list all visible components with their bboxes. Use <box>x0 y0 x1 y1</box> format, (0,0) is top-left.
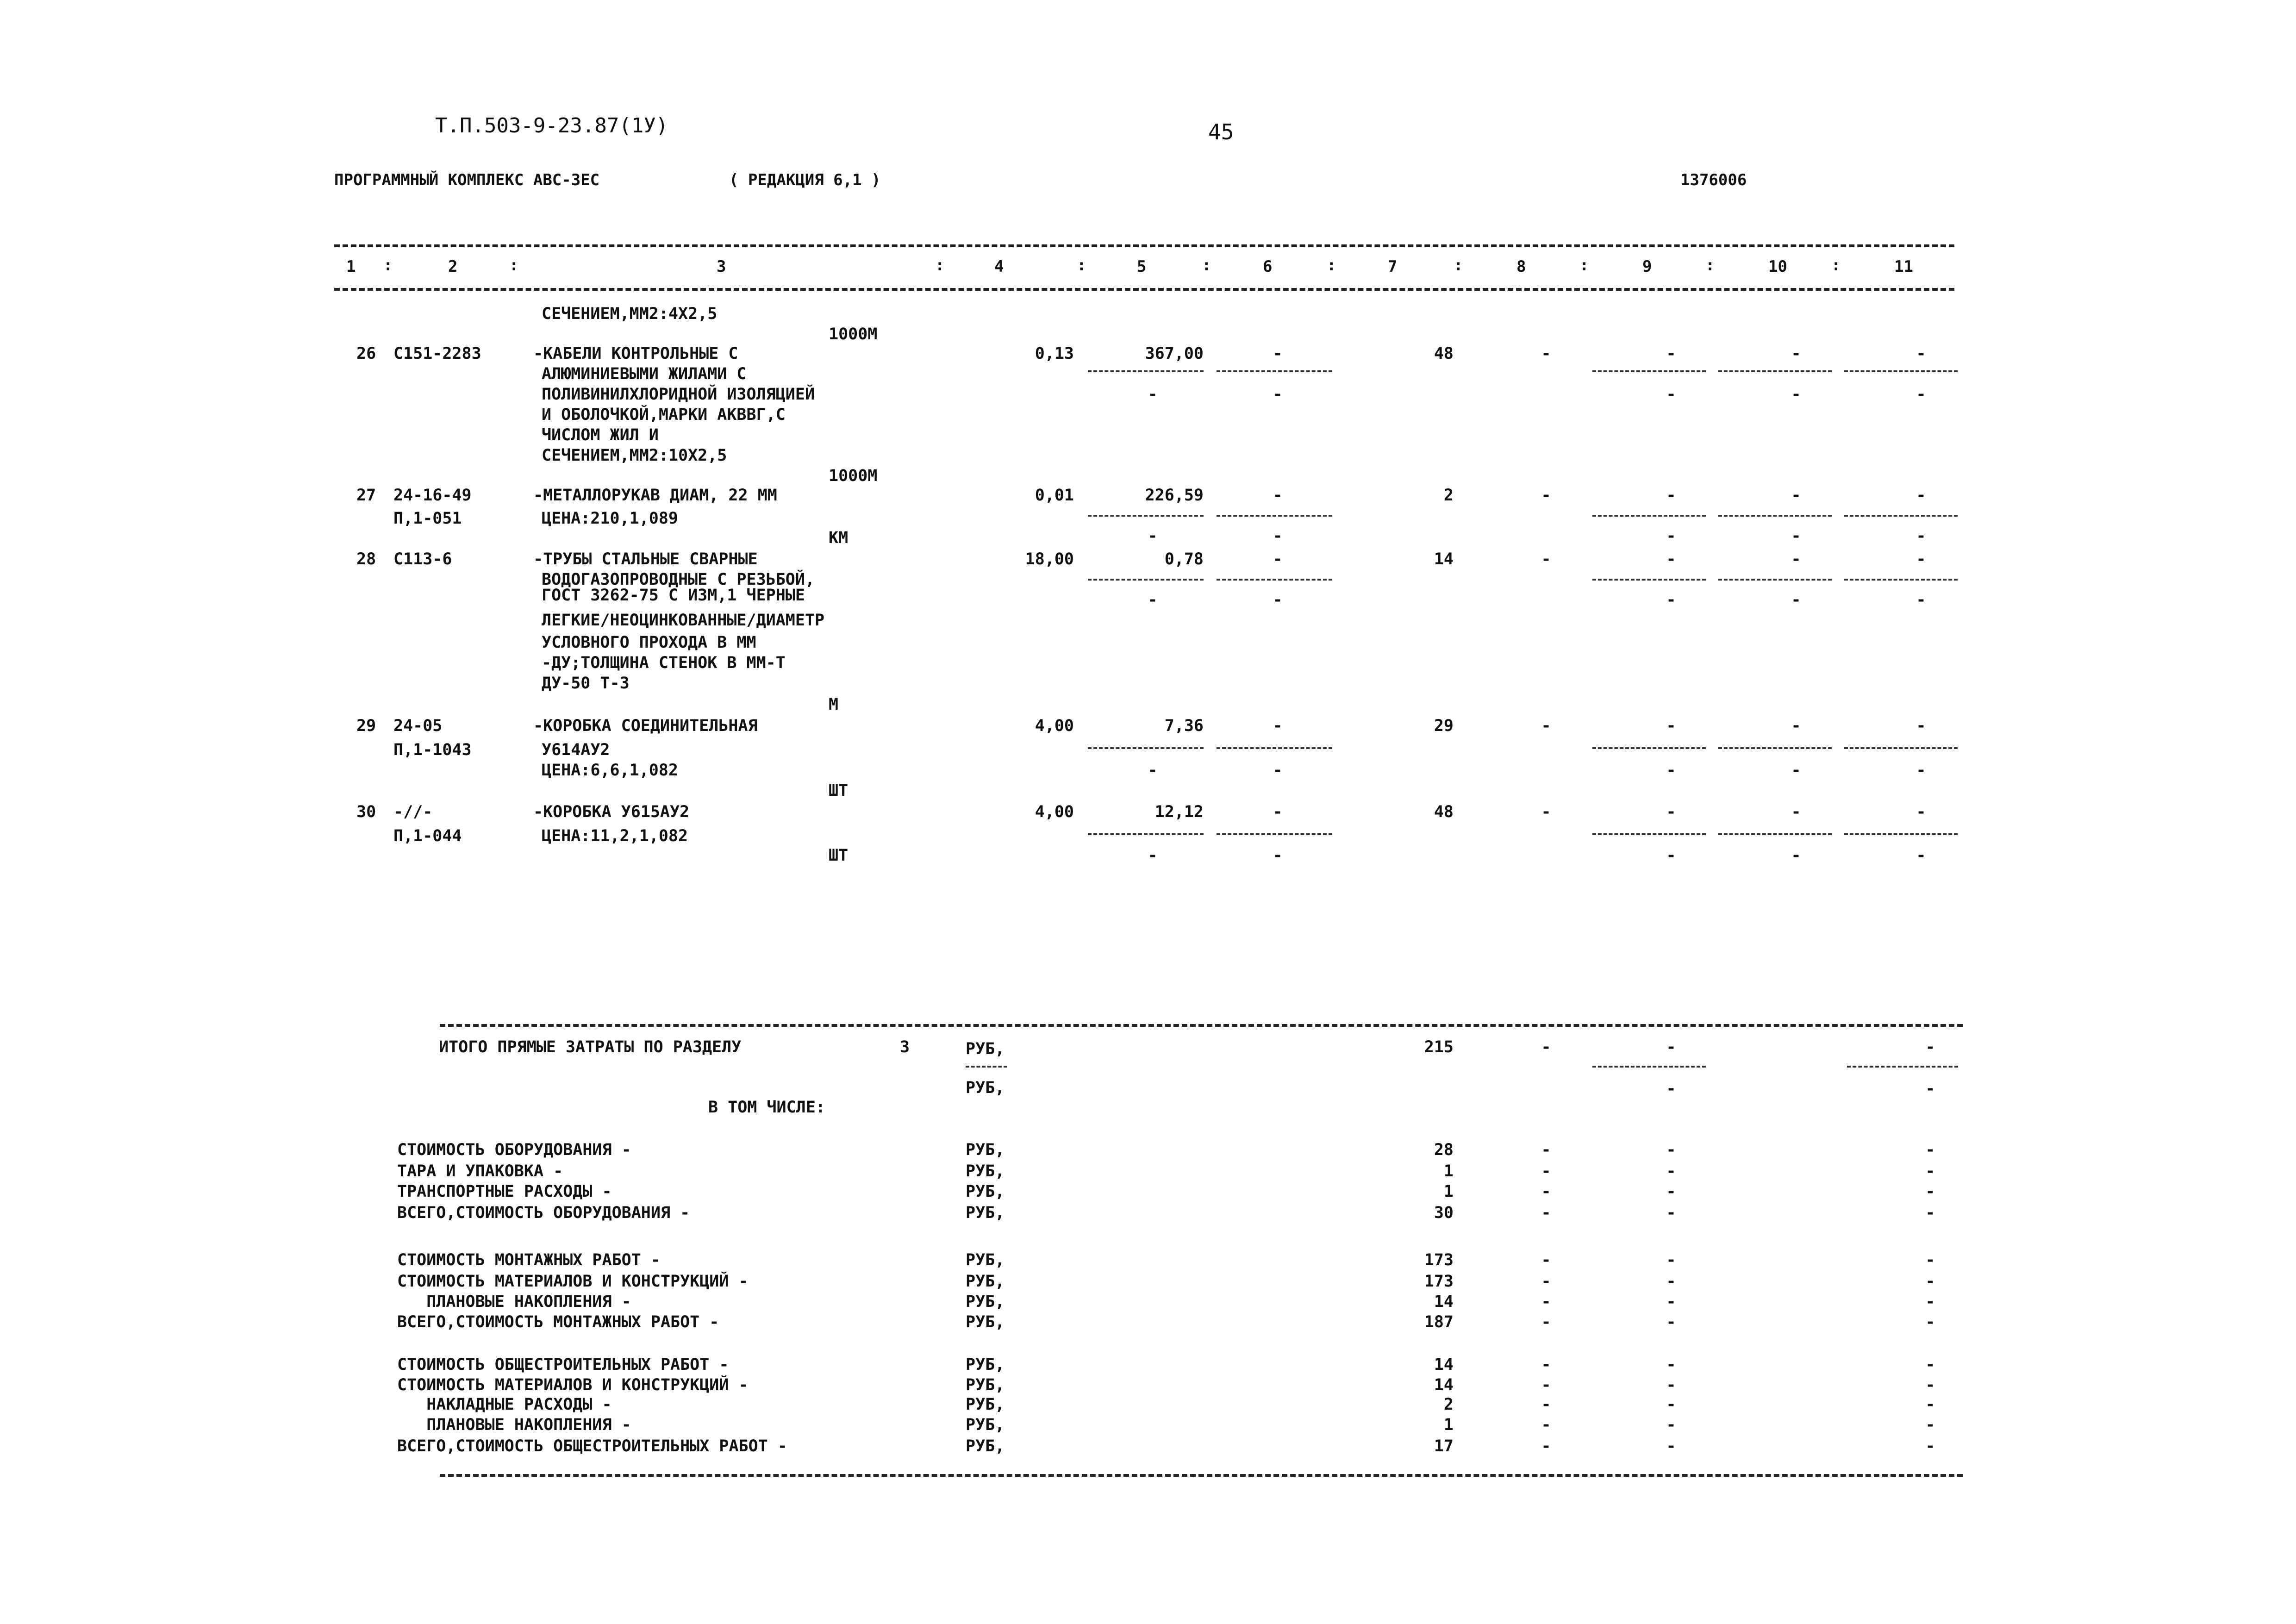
row-total: 29 <box>1434 717 1454 735</box>
summary-line-value: 14 <box>1434 1355 1454 1374</box>
col-sep: : <box>1454 256 1463 275</box>
summary-line-label: ВСЕГО,СТОИМОСТЬ ОБЩЕСТРОИТЕЛЬНЫХ РАБОТ - <box>397 1437 787 1455</box>
summary-line-c11: - <box>1925 1204 1935 1222</box>
row-c11: - <box>1916 344 1926 363</box>
summary-line-c9: - <box>1666 1293 1676 1311</box>
row-number: 27 <box>356 486 376 505</box>
row-c9: - <box>1666 486 1676 505</box>
row-sub6: - <box>1273 527 1283 545</box>
row-c8: - <box>1541 717 1551 735</box>
row-desc-line: -КОРОБКА СОЕДИНИТЕЛЬНАЯ <box>533 717 758 735</box>
row-code: 24-16-49 <box>393 486 472 505</box>
col-header-5: 5 <box>1137 257 1147 276</box>
subline <box>1718 747 1832 749</box>
summary-line-value: 2 <box>1443 1395 1454 1414</box>
col-header-10: 10 <box>1768 257 1787 276</box>
summary-line-value: 1 <box>1443 1182 1454 1201</box>
subline <box>1592 370 1706 372</box>
row-number: 30 <box>356 803 376 821</box>
summary-line-unit: РУБ, <box>966 1416 1005 1434</box>
row-c8: - <box>1541 486 1551 505</box>
summary-line-c8: - <box>1541 1272 1551 1291</box>
summary-line-c11: - <box>1925 1293 1935 1311</box>
subline <box>1217 579 1332 581</box>
row-c8: - <box>1541 803 1551 821</box>
row-c11: - <box>1916 803 1926 821</box>
row-desc-line: ЧИСЛОМ ЖИЛ И <box>542 426 659 444</box>
row-sub9: - <box>1666 591 1676 609</box>
row-desc-line: ЛЕГКИЕ/НЕОЦИНКОВАННЫЕ/ДИАМЕТР <box>542 611 825 630</box>
summary-bottom-rule <box>440 1474 1963 1477</box>
row-c9: - <box>1666 550 1676 568</box>
summary-line-value: 14 <box>1434 1293 1454 1311</box>
summary-line-c8: - <box>1541 1313 1551 1331</box>
summary-line-c8: - <box>1541 1182 1551 1201</box>
row-sub6: - <box>1273 591 1283 609</box>
row-sub9: - <box>1666 846 1676 865</box>
col-sep: : <box>383 256 393 275</box>
row-sub6: - <box>1273 385 1283 404</box>
subline <box>1088 579 1204 581</box>
summary-line-c11: - <box>1925 1162 1935 1181</box>
summary-line-label: ПЛАНОВЫЕ НАКОПЛЕНИЯ - <box>397 1293 631 1311</box>
summary-sub11: - <box>1925 1080 1935 1098</box>
row-desc-line: ДУ-50 Т-3 <box>542 674 630 693</box>
summary-line-c9: - <box>1666 1355 1676 1374</box>
subline <box>1592 515 1706 517</box>
row-sub9: - <box>1666 385 1676 404</box>
col-sep: : <box>1202 256 1211 275</box>
row-sub11: - <box>1916 385 1926 404</box>
row-desc-line: -КАБЕЛИ КОНТРОЛЬНЫЕ С <box>533 344 738 363</box>
row-desc-line: -ДУ;ТОЛЩИНА СТЕНОК В ММ-Т <box>542 654 786 672</box>
summary-line-c8: - <box>1541 1416 1551 1434</box>
summary-line-label: НАКЛАДНЫЕ РАСХОДЫ - <box>397 1395 612 1414</box>
row-code2: П,1-044 <box>393 827 462 845</box>
summary-line-unit: РУБ, <box>966 1376 1005 1394</box>
row-c6: - <box>1273 344 1283 363</box>
summary-line-label: СТОИМОСТЬ ОБЩЕСТРОИТЕЛЬНЫХ РАБОТ - <box>397 1355 729 1374</box>
row-desc-line: -ТРУБЫ СТАЛЬНЫЕ СВАРНЫЕ <box>533 550 758 568</box>
row-qty: 0,13 <box>1035 344 1074 363</box>
summary-line-value: 1 <box>1443 1416 1454 1434</box>
summary-line-c9: - <box>1666 1162 1676 1181</box>
col-sep: : <box>1579 256 1589 275</box>
row-total: 48 <box>1434 344 1454 363</box>
row-sub6: - <box>1273 761 1283 780</box>
summary-line-c9: - <box>1666 1141 1676 1159</box>
summary-line-label: СТОИМОСТЬ МАТЕРИАЛОВ И КОНСТРУКЦИЙ - <box>397 1376 749 1394</box>
col-header-11: 11 <box>1894 257 1913 276</box>
summary-line-value: 14 <box>1434 1376 1454 1394</box>
row-sub9: - <box>1666 527 1676 545</box>
summary-line-c9: - <box>1666 1182 1676 1201</box>
row-code2: П,1-1043 <box>393 741 472 759</box>
row-number: 26 <box>356 344 376 363</box>
subline <box>1844 579 1958 581</box>
col-sep: : <box>509 256 519 275</box>
summary-line-c8: - <box>1541 1355 1551 1374</box>
subline <box>1718 370 1832 372</box>
summary-line-c9: - <box>1666 1437 1676 1455</box>
row-desc-line: -КОРОБКА У615АУ2 <box>533 803 690 821</box>
subline <box>1844 515 1958 517</box>
summary-line-c8: - <box>1541 1141 1551 1159</box>
col-header-1: 1 <box>346 257 356 276</box>
summary-line-c9: - <box>1666 1313 1676 1331</box>
row-sub11: - <box>1916 761 1926 780</box>
row-sub5: - <box>1148 846 1158 865</box>
summary-line-value: 1 <box>1443 1162 1454 1181</box>
summary-line-value: 173 <box>1424 1251 1454 1269</box>
row-c9: - <box>1666 717 1676 735</box>
row-desc-line: ГОСТ 3262-75 С ИЗМ,1 ЧЕРНЫЕ <box>542 586 805 605</box>
summary-line-c9: - <box>1666 1395 1676 1414</box>
row-sub9: - <box>1666 761 1676 780</box>
row-price: 7,36 <box>1164 717 1204 735</box>
header-bottom-rule <box>334 288 1954 291</box>
row-sub10: - <box>1791 846 1801 865</box>
subline <box>1718 833 1832 835</box>
row-code2: П,1-051 <box>393 509 462 528</box>
row-c10: - <box>1791 717 1801 735</box>
row-sub6: - <box>1273 846 1283 865</box>
summary-line-c8: - <box>1541 1251 1551 1269</box>
col-header-4: 4 <box>994 257 1004 276</box>
summary-line-unit: РУБ, <box>966 1293 1005 1311</box>
summary-line-label: ПЛАНОВЫЕ НАКОПЛЕНИЯ - <box>397 1416 631 1434</box>
subline <box>1217 370 1332 372</box>
summary-line-c9: - <box>1666 1251 1676 1269</box>
summary-top-rule <box>440 1024 1963 1027</box>
col-header-8: 8 <box>1516 257 1526 276</box>
summary-line-value: 173 <box>1424 1272 1454 1291</box>
summary-c9: - <box>1666 1038 1676 1056</box>
summary-line-label: ТАРА И УПАКОВКА - <box>397 1162 563 1181</box>
row-qty: 4,00 <box>1035 803 1074 821</box>
row-total: 2 <box>1443 486 1454 505</box>
program-name: ПРОГРАММНЫЙ КОМПЛЕКС АВС-3ЕС <box>334 171 600 189</box>
row-c10: - <box>1791 803 1801 821</box>
row-desc-line: АЛЮМИНИЕВЫМИ ЖИЛАМИ С <box>542 365 747 383</box>
summary-unit: РУБ, <box>966 1040 1005 1058</box>
edition: ( РЕДАКЦИЯ 6,1 ) <box>729 171 881 189</box>
subline <box>1088 515 1204 517</box>
row-number: 29 <box>356 717 376 735</box>
summary-line-c11: - <box>1925 1141 1935 1159</box>
row-c11: - <box>1916 550 1926 568</box>
row-code: С113-6 <box>393 550 452 568</box>
row-desc-line: ЦЕНА:11,2,1,082 <box>542 827 688 845</box>
summary-line-c9: - <box>1666 1272 1676 1291</box>
row-sub10: - <box>1791 385 1801 404</box>
col-sep: : <box>1327 256 1336 275</box>
doc-code: Т.П.503-9-23.87(1У) <box>435 114 668 137</box>
col-header-2: 2 <box>448 257 458 276</box>
row-sub11: - <box>1916 591 1926 609</box>
row-price: 0,78 <box>1164 550 1204 568</box>
row-sub5: - <box>1148 527 1158 545</box>
row-qty: 18,00 <box>1025 550 1074 568</box>
row-unit: М <box>829 695 839 714</box>
row-c9: - <box>1666 803 1676 821</box>
row-c9: - <box>1666 344 1676 363</box>
row-price: 226,59 <box>1145 486 1204 505</box>
summary-line-unit: РУБ, <box>966 1313 1005 1331</box>
subline <box>1217 833 1332 835</box>
summary-line-c11: - <box>1925 1376 1935 1394</box>
col-header-6: 6 <box>1263 257 1273 276</box>
summary-title: ИТОГО ПРЯМЫЕ ЗАТРАТЫ ПО РАЗДЕЛУ <box>439 1038 742 1056</box>
subline <box>1844 370 1958 372</box>
row-qty: 4,00 <box>1035 717 1074 735</box>
col-sep: : <box>1077 256 1086 275</box>
row-price: 12,12 <box>1154 803 1204 821</box>
subline <box>1088 370 1204 372</box>
subline <box>1592 747 1706 749</box>
row-desc-line: СЕЧЕНИЕМ,ММ2:10Х2,5 <box>542 446 727 465</box>
row-desc-line: ВОДОГАЗОПРОВОДНЫЕ С РЕЗЬБОЙ, <box>542 570 815 589</box>
col-header-3: 3 <box>717 257 726 276</box>
col-sep: : <box>1705 256 1715 275</box>
summary-line-label: ВСЕГО,СТОИМОСТЬ МОНТАЖНЫХ РАБОТ - <box>397 1313 719 1331</box>
col-header-9: 9 <box>1642 257 1652 276</box>
row-unit: 1000М <box>829 467 878 485</box>
row-code: -//- <box>393 803 433 821</box>
summary-line-unit: РУБ, <box>966 1204 1005 1222</box>
row-sub5: - <box>1148 385 1158 404</box>
row-c6: - <box>1273 717 1283 735</box>
subline <box>1847 1066 1958 1068</box>
subline <box>1217 747 1332 749</box>
row-c6: - <box>1273 803 1283 821</box>
row-sub10: - <box>1791 591 1801 609</box>
continuation-desc: СЕЧЕНИЕМ,ММ2:4Х2,5 <box>542 305 718 323</box>
summary-line-unit: РУБ, <box>966 1355 1005 1374</box>
summary-unit2: РУБ, <box>966 1079 1005 1097</box>
summary-total: 215 <box>1424 1038 1454 1056</box>
row-sub10: - <box>1791 527 1801 545</box>
subline <box>1844 747 1958 749</box>
summary-line-c8: - <box>1541 1395 1551 1414</box>
subline <box>1088 747 1204 749</box>
summary-line-label: ВСЕГО,СТОИМОСТЬ ОБОРУДОВАНИЯ - <box>397 1204 690 1222</box>
subline <box>1217 515 1332 517</box>
summary-line-c11: - <box>1925 1437 1935 1455</box>
row-c10: - <box>1791 486 1801 505</box>
summary-sub9: - <box>1666 1080 1676 1098</box>
summary-line-value: 28 <box>1434 1141 1454 1159</box>
header-top-rule <box>334 244 1954 247</box>
summary-line-value: 17 <box>1434 1437 1454 1455</box>
row-unit: ШТ <box>829 781 849 800</box>
row-sub5: - <box>1148 761 1158 780</box>
row-total: 14 <box>1434 550 1454 568</box>
col-sep: : <box>935 256 945 275</box>
document-code: 1376006 <box>1680 171 1747 189</box>
row-c11: - <box>1916 486 1926 505</box>
summary-line-label: СТОИМОСТЬ МАТЕРИАЛОВ И КОНСТРУКЦИЙ - <box>397 1272 749 1291</box>
row-number: 28 <box>356 550 376 568</box>
summary-line-unit: РУБ, <box>966 1437 1005 1455</box>
row-c11: - <box>1916 717 1926 735</box>
summary-c11: - <box>1925 1038 1935 1056</box>
row-unit: КМ <box>829 529 849 547</box>
summary-line-c11: - <box>1925 1272 1935 1291</box>
subline <box>1592 579 1706 581</box>
continuation-unit: 1000М <box>829 325 878 344</box>
including-label: В ТОМ ЧИСЛЕ: <box>708 1098 825 1117</box>
summary-line-c11: - <box>1925 1395 1935 1414</box>
row-code: 24-05 <box>393 717 443 735</box>
summary-line-label: ТРАНСПОРТНЫЕ РАСХОДЫ - <box>397 1182 612 1201</box>
summary-section: 3 <box>900 1038 910 1056</box>
subline <box>1592 833 1706 835</box>
summary-line-c11: - <box>1925 1416 1935 1434</box>
summary-line-unit: РУБ, <box>966 1162 1005 1181</box>
summary-line-c8: - <box>1541 1437 1551 1455</box>
page-number: 45 <box>1208 119 1234 144</box>
summary-line-unit: РУБ, <box>966 1272 1005 1291</box>
summary-line-c11: - <box>1925 1182 1935 1201</box>
row-c8: - <box>1541 344 1551 363</box>
summary-line-c8: - <box>1541 1376 1551 1394</box>
row-code: С151-2283 <box>393 344 481 363</box>
summary-line-c8: - <box>1541 1204 1551 1222</box>
summary-line-label: СТОИМОСТЬ МОНТАЖНЫХ РАБОТ - <box>397 1251 661 1269</box>
subline <box>1088 833 1204 835</box>
row-desc-line: ПОЛИВИНИЛХЛОРИДНОЙ ИЗОЛЯЦИЕЙ <box>542 385 815 404</box>
summary-line-unit: РУБ, <box>966 1141 1005 1159</box>
summary-line-c8: - <box>1541 1293 1551 1311</box>
row-unit: ШТ <box>829 846 849 865</box>
row-sub10: - <box>1791 761 1801 780</box>
row-sub11: - <box>1916 527 1926 545</box>
summary-line-unit: РУБ, <box>966 1395 1005 1414</box>
subline <box>966 1066 1007 1068</box>
row-desc-line: ЦЕНА:210,1,089 <box>542 509 679 528</box>
summary-line-value: 187 <box>1424 1313 1454 1331</box>
row-desc-line: ЦЕНА:6,6,1,082 <box>542 761 679 780</box>
row-sub5: - <box>1148 591 1158 609</box>
subline <box>1718 515 1832 517</box>
subline <box>1844 833 1958 835</box>
row-c10: - <box>1791 550 1801 568</box>
summary-line-label: СТОИМОСТЬ ОБОРУДОВАНИЯ - <box>397 1141 631 1159</box>
col-sep: : <box>1831 256 1841 275</box>
row-sub11: - <box>1916 846 1926 865</box>
summary-line-c9: - <box>1666 1376 1676 1394</box>
col-header-7: 7 <box>1388 257 1398 276</box>
row-price: 367,00 <box>1145 344 1204 363</box>
summary-line-c8: - <box>1541 1162 1551 1181</box>
summary-line-c9: - <box>1666 1416 1676 1434</box>
row-desc-line: И ОБОЛОЧКОЙ,МАРКИ АКВВГ,С <box>542 406 786 424</box>
summary-line-c11: - <box>1925 1355 1935 1374</box>
row-c10: - <box>1791 344 1801 363</box>
summary-line-c9: - <box>1666 1204 1676 1222</box>
row-desc-line: -МЕТАЛЛОРУКАВ ДИАМ, 22 ММ <box>533 486 777 505</box>
row-qty: 0,01 <box>1035 486 1074 505</box>
summary-c8: - <box>1541 1038 1551 1056</box>
row-c6: - <box>1273 550 1283 568</box>
row-total: 48 <box>1434 803 1454 821</box>
summary-line-value: 30 <box>1434 1204 1454 1222</box>
subline <box>1592 1066 1706 1068</box>
summary-line-c11: - <box>1925 1313 1935 1331</box>
row-c6: - <box>1273 486 1283 505</box>
row-c8: - <box>1541 550 1551 568</box>
row-desc-line: УСЛОВНОГО ПРОХОДА В ММ <box>542 633 756 652</box>
summary-line-unit: РУБ, <box>966 1251 1005 1269</box>
row-desc-line: У614АУ2 <box>542 741 610 759</box>
subline <box>1718 579 1832 581</box>
summary-line-unit: РУБ, <box>966 1182 1005 1201</box>
summary-line-c11: - <box>1925 1251 1935 1269</box>
